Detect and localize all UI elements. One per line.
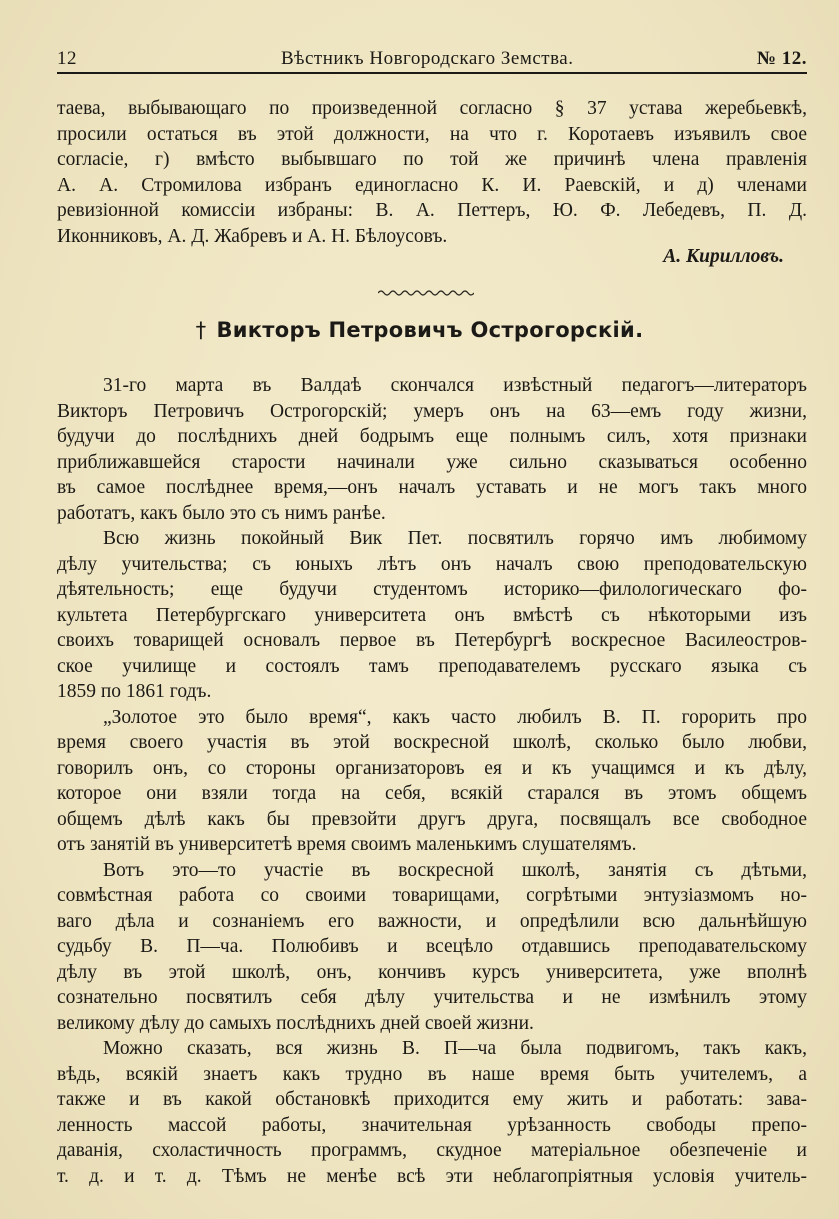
text-line: время своего участія въ этой воскресной школѣ, сколько было любви,	[57, 732, 807, 753]
paragraph	[57, 526, 807, 705]
text-line: т. д. и т. д. Тѣмъ не менѣе всѣ эти неблагопріятныя условія учитель-	[57, 1165, 807, 1187]
text-line: даванія, схоластичность программъ, скудное матеріальное обезпеченіе и	[57, 1140, 807, 1161]
text-line: отъ занятій въ университетѣ время своимъ маленькимъ слушателямъ.	[57, 834, 637, 855]
journal-title: Вѣстникъ Новгородскаго Земства.	[281, 48, 574, 69]
paragraph	[57, 858, 807, 1037]
text-line: будучи до послѣднихъ дней бодрымъ еще полнымъ силъ, хотя признаки	[57, 426, 807, 447]
text-line: совмѣстная работа со своими товарищами, согрѣтыми энтузіазмомъ но-	[57, 885, 807, 906]
text-line: 1859 по 1861 годъ.	[57, 681, 212, 702]
text-line: сознательно посвятилъ себя дѣлу учительства и не измѣнилъ этому	[57, 987, 807, 1008]
text-line: великому дѣлу до самыхъ послѣднихъ дней своей жизни.	[57, 1012, 534, 1034]
obituary-body	[57, 373, 807, 1189]
text-line: которое они взяли тогда на себя, всякій старался въ этомъ общемъ	[57, 783, 807, 804]
text-line: культета Петербургскаго университета онъ вмѣстѣ съ нѣкоторыми изъ	[57, 604, 807, 626]
text-line: А. А. Стромилова избранъ единогласно К. И. Раевскій, и д) членами	[57, 174, 807, 196]
text-line: Викторъ Петровичъ Острогорскій; умеръ онъ на 63—емъ году жизни,	[57, 400, 807, 422]
author-signature: А. Кирилловъ.	[663, 246, 784, 267]
text-line: судьбу В. П—ча. Полюбивъ и всецѣло отдавшись преподавательскому	[57, 936, 807, 957]
text-line: Вотъ это—то участіе въ воскресной школѣ, занятія съ дѣтьми,	[103, 859, 807, 881]
text-line: приближавшейся старости начинали уже сильно сказываться особенно	[57, 451, 807, 473]
running-head	[57, 44, 807, 74]
text-line: дѣлу учительства; съ юныхъ лѣтъ онъ началъ свою преподовательскую	[57, 553, 807, 575]
text-line: просили остаться въ этой должности, на что г. Коротаевъ изъявилъ свое	[57, 123, 807, 145]
cross-symbol: †	[195, 318, 207, 342]
text-line: ленность массой работы, значительная урѣзанность свободы препо-	[57, 1114, 807, 1136]
header-rule	[57, 72, 807, 74]
text-line: согласіе, г) вмѣсто выбывшаго по той же причинѣ члена правленія	[57, 149, 807, 170]
text-line: ревизіонной комиссіи избраны: В. А. Петтеръ, Ю. Ф. Лебедевъ, П. Д.	[57, 200, 807, 221]
text-line: ваго дѣла и сознаніемъ его важности, и опредѣлили всю дальнѣйшую	[57, 910, 807, 932]
intro-paragraph	[57, 96, 807, 249]
text-line: своихъ товарищей основалъ первое въ Петербургѣ воскресное Василеостров-	[57, 630, 807, 651]
obituary-title: Викторъ Петровичъ Острогорскій.	[216, 318, 644, 342]
text-line: также и въ какой обстановкѣ приходится ему жить и работать: зава-	[57, 1089, 807, 1110]
text-line: вѣдь, всякій знаетъ какъ трудно въ наше время быть учителемъ, а	[57, 1063, 807, 1085]
text-line: дѣятельность; еще будучи студентомъ историко—филологическаго фо-	[57, 579, 807, 600]
text-line: Всю жизнь покойный Вик Пет. посвятилъ горячо имъ любимому	[103, 528, 807, 549]
text-line: 31-го марта въ Валдаѣ скончался извѣстный педагогъ—литераторъ	[103, 375, 807, 396]
text-line: „Золотое это было время“, какъ часто любилъ В. П. горорить про	[103, 706, 807, 728]
text-line: Можно сказать, вся жизнь В. П—ча была подвигомъ, такъ какъ,	[103, 1038, 807, 1059]
paragraph	[57, 705, 807, 858]
issue-number: № 12.	[756, 48, 807, 69]
paragraph	[57, 1036, 807, 1189]
text-line: таева, выбывающаго по произведенной согласно § 37 устава жеребьевкѣ,	[57, 98, 807, 119]
text-line: общемъ дѣлѣ какъ бы превзойти другъ друга, посвящалъ все свободное	[57, 808, 807, 830]
page-number: 12	[57, 48, 77, 69]
text-line: работатъ, какъ было это съ нимъ ранѣе.	[57, 502, 386, 524]
text-line: говорилъ онъ, со стороны организаторовъ ея и къ учащимся и къ дѣлу,	[57, 757, 807, 779]
obituary-heading	[0, 318, 839, 342]
text-line: дѣлу въ этой школѣ, онъ, кончивъ курсъ университета, уже вполнѣ	[57, 961, 807, 983]
text-line: Иконниковъ, А. Д. Жабревъ и А. Н. Бѣлоусовъ.	[57, 225, 448, 247]
text-line: ское училище и состоялъ тамъ преподавателемъ русскаго языка съ	[57, 655, 807, 677]
wavy-divider	[378, 288, 474, 298]
text-line: въ самое послѣднее время,—онъ началъ уставать и не могъ такъ много	[57, 477, 807, 498]
paragraph	[57, 373, 807, 526]
